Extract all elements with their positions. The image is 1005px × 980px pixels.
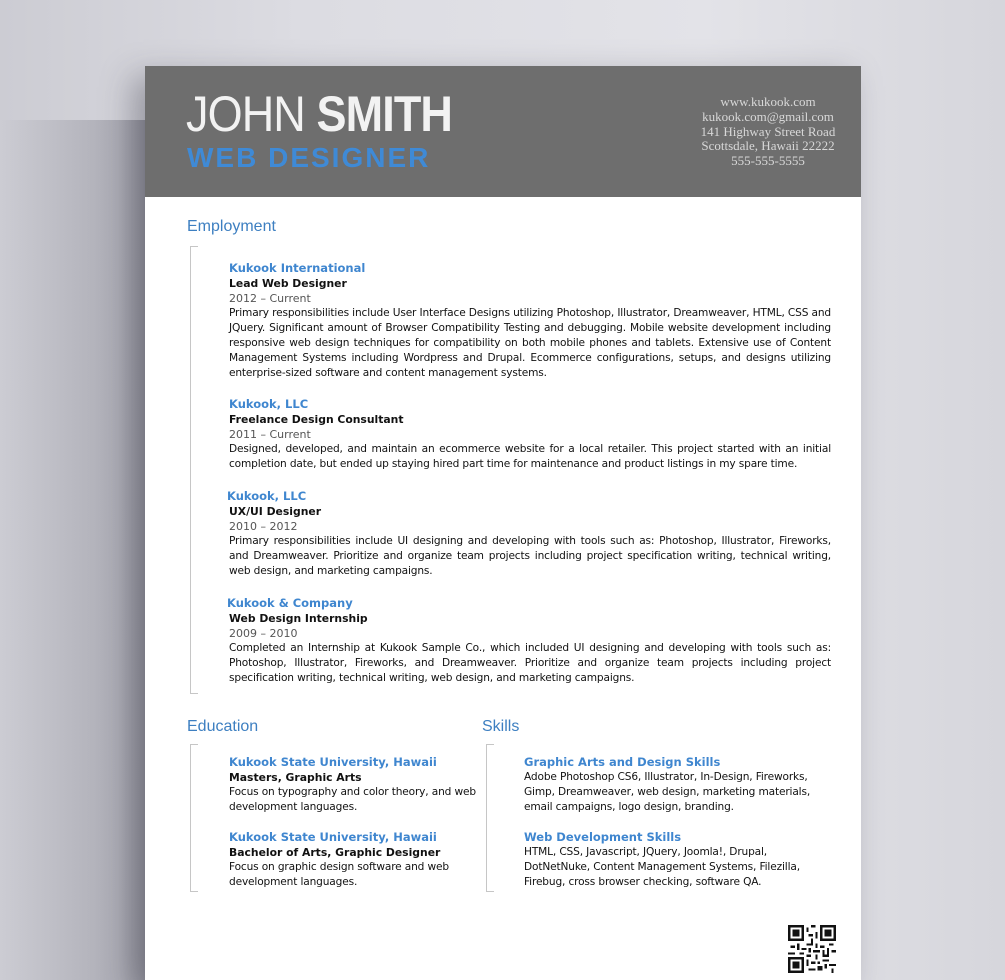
job-dates: 2010 – 2012 — [229, 520, 298, 533]
education-heading: Education — [187, 718, 259, 735]
job-title: WEB DESIGNER — [187, 142, 431, 173]
skill-description: HTML, CSS, Javascript, JQuery, Joomla!, Drupal, DotNetNuke, Content Management Systems, Filezilla, Firebug, cross browser checking, software QA. — [524, 846, 800, 888]
skills-bracket — [486, 744, 494, 892]
job-role: UX/UI Designer — [229, 505, 322, 518]
education-school: Kukook State University, Hawaii — [229, 830, 437, 844]
contact-phone: 555-555-5555 — [731, 153, 805, 169]
job-description: Completed an Internship at Kukook Sample Co., which included UI designing and developing with tools such as: Photoshop, Illustrator, Fireworks, and Dreamweaver. Prioritize and organize team projects including project specification writing, technical writing, web design, and marketing campaigns. — [229, 642, 831, 684]
job-company: Kukook International — [229, 261, 366, 275]
education-degree: Masters, Graphic Arts — [229, 771, 362, 784]
last-name: SMITH — [316, 86, 453, 142]
job-entry — [229, 596, 831, 686]
education-description: Focus on graphic design software and web development languages. — [229, 861, 449, 888]
job-company: Kukook, LLC — [227, 489, 307, 503]
education-entry — [229, 830, 499, 890]
education-degree: Bachelor of Arts, Graphic Designer — [229, 846, 441, 859]
contact-website: www.kukook.com — [720, 94, 816, 109]
contact-email: kukook.com@gmail.com — [702, 108, 834, 124]
education-description: Focus on typography and color theory, and web development languages. — [229, 786, 476, 813]
job-dates: 2012 – Current — [229, 292, 311, 305]
job-dates: 2009 – 2010 — [229, 627, 298, 640]
employment-bracket — [190, 246, 198, 694]
skill-entry — [524, 755, 834, 815]
education-school: Kukook State University, Hawaii — [229, 755, 437, 769]
job-entry — [229, 261, 831, 381]
resume-header — [145, 66, 861, 197]
qr-code-icon — [788, 925, 836, 973]
skill-title: Web Development Skills — [524, 830, 682, 844]
job-description: Primary responsibilities include User Interface Designs utilizing Photoshop, Illustrator, Dreamweaver, HTML, CSS and JQuery. Significant amount of Browser Compatibility Testing and debugging. Mobile website development including responsive web design techniques for compatibility on both mobile phones and tablets. Extensive use of Content Management Systems including Wordpress and Drupal. Ecommerce configurations, setups, and designs utilizing enterprise-sized software and content management systems. — [229, 307, 831, 379]
job-company: Kukook & Company — [227, 596, 353, 610]
contact-street: 141 Highway Street Road — [700, 123, 836, 139]
skill-title: Graphic Arts and Design Skills — [524, 755, 721, 769]
job-entry — [229, 397, 831, 472]
education-bracket — [190, 744, 198, 892]
job-company: Kukook, LLC — [229, 397, 309, 411]
employment-heading: Employment — [187, 218, 276, 235]
contact-city: Scottsdale, Hawaii 22222 — [701, 138, 835, 154]
job-role: Freelance Design Consultant — [229, 413, 404, 426]
job-role: Web Design Internship — [229, 612, 368, 625]
job-dates: 2011 – Current — [229, 428, 311, 441]
full-name — [186, 86, 452, 142]
job-description: Designed, developed, and maintain an ecommerce website for a local retailer. This project started with an initial completion date, but ended up staying hired part time for maintenance and product listings in my spare time. — [229, 443, 831, 470]
skill-description: Adobe Photoshop CS6, Illustrator, In-Design, Fireworks, Gimp, Dreamweaver, web design, marketing materials, email campaigns, logo design, branding. — [524, 771, 811, 813]
job-description: Primary responsibilities include UI designing and developing with tools such as: Photoshop, Illustrator, Fireworks, and Dreamweaver. Prioritize and organize team projects including project specification writing, technical writing, web design, and marketing campaigns. — [229, 535, 831, 577]
first-name: JOHN — [186, 86, 305, 142]
education-entry — [229, 755, 499, 815]
skill-entry — [524, 830, 834, 890]
job-entry — [229, 489, 831, 579]
contact-info — [693, 95, 843, 169]
resume-page — [145, 66, 861, 980]
job-role: Lead Web Designer — [229, 277, 347, 290]
skills-heading: Skills — [482, 718, 520, 735]
